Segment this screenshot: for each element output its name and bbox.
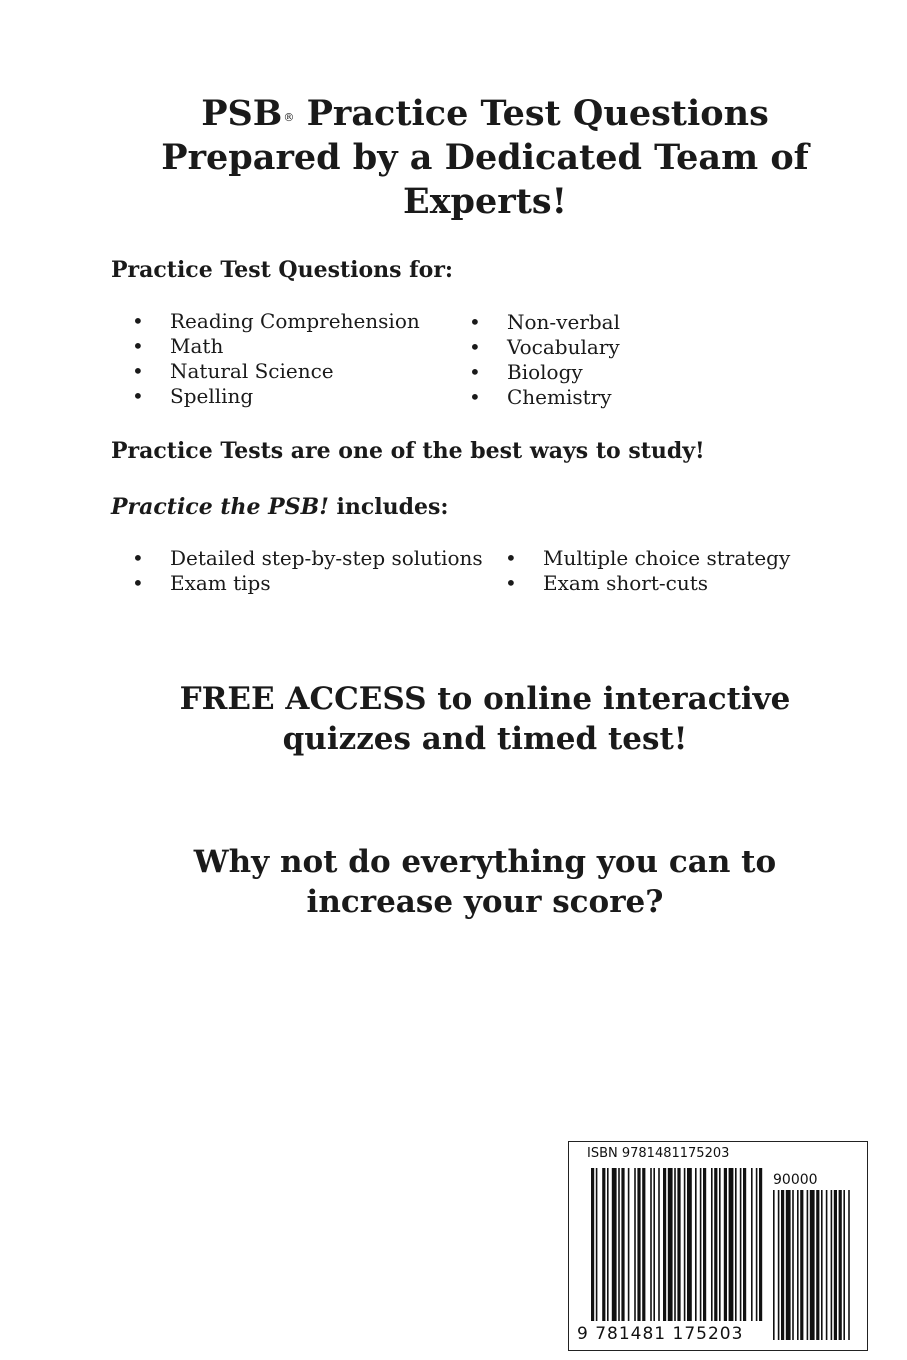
includes-heading: [111, 493, 449, 521]
title-line-2: Prepared by a Dedicated Team of: [161, 137, 809, 178]
barcode-bar: [778, 1190, 780, 1340]
list-item: [469, 335, 620, 360]
bullet-icon: •: [505, 571, 517, 595]
barcode-digits: 9 781481 175203: [577, 1324, 744, 1344]
barcode-bar: [612, 1168, 617, 1321]
barcode-bar: [653, 1168, 655, 1321]
bullet-icon: •: [132, 359, 144, 383]
bullet-icon: •: [469, 360, 481, 384]
list-item: [132, 359, 420, 384]
barcode-bar: [759, 1168, 762, 1321]
barcode-bar: [591, 1168, 594, 1321]
practice-for-left-list: [132, 309, 420, 409]
barcode-bar: [807, 1190, 809, 1340]
bullet-icon: •: [505, 546, 517, 570]
bullet-icon: •: [469, 310, 481, 334]
barcode-bar: [816, 1190, 819, 1340]
list-item-label: Biology: [507, 360, 583, 384]
barcode-bar: [843, 1190, 845, 1340]
list-item: [505, 546, 790, 571]
list-item: [132, 334, 420, 359]
barcode-icon: [569, 1142, 867, 1350]
barcode-bar: [800, 1190, 803, 1340]
barcode-bar: [792, 1190, 794, 1340]
barcode-bar: [684, 1168, 686, 1321]
barcode-bar: [700, 1168, 702, 1321]
includes-heading-rest: includes:: [328, 494, 449, 520]
list-item-label: Reading Comprehension: [170, 309, 420, 333]
brand-name: PSB: [201, 93, 283, 134]
barcode-bar: [714, 1168, 717, 1321]
list-item: [469, 360, 620, 385]
title-line-3: Experts!: [403, 181, 567, 222]
barcode-bar: [687, 1168, 692, 1321]
barcode-bar: [642, 1168, 645, 1321]
cover-title: [100, 92, 870, 224]
list-item-label: Spelling: [170, 384, 254, 408]
list-item: [505, 571, 790, 596]
barcode-bar: [781, 1190, 784, 1340]
barcode-bar: [618, 1168, 620, 1321]
list-item-label: Multiple choice strategy: [543, 546, 791, 570]
barcode-bar: [797, 1190, 799, 1340]
barcode-bar: [786, 1190, 791, 1340]
includes-right-list: [505, 546, 790, 596]
barcode-bar: [773, 1190, 775, 1340]
barcode-addon-number: 90000: [773, 1172, 818, 1188]
barcode-bar: [703, 1168, 706, 1321]
list-item-label: Math: [170, 334, 224, 358]
list-item: [469, 310, 620, 335]
barcode-bar: [628, 1168, 630, 1321]
why-not-line-2: increase your score?: [306, 884, 664, 920]
list-item-label: Detailed step-by-step solutions: [170, 546, 483, 570]
barcode-bar: [729, 1168, 734, 1321]
barcode-bar: [724, 1168, 727, 1321]
barcode-bar: [740, 1168, 742, 1321]
bullet-icon: •: [469, 385, 481, 409]
isbn-label: ISBN 9781481175203: [587, 1146, 730, 1161]
list-item-label: Non-verbal: [507, 310, 620, 334]
title-line-1: [100, 92, 870, 136]
barcode-bar: [607, 1168, 609, 1321]
barcode-bar: [677, 1168, 680, 1321]
bullet-icon: •: [132, 334, 144, 358]
barcode-bar: [719, 1168, 721, 1321]
barcode-bar: [621, 1168, 624, 1321]
barcode-bar: [596, 1168, 598, 1321]
list-item-label: Exam short-cuts: [543, 571, 709, 595]
barcode-bar: [756, 1168, 758, 1321]
barcode-bar: [695, 1168, 697, 1321]
barcode-bar: [834, 1190, 837, 1340]
list-item: [132, 309, 420, 334]
bullet-icon: •: [132, 546, 144, 570]
barcode-bar: [668, 1168, 673, 1321]
title-line-1-rest: Practice Test Questions: [294, 93, 769, 134]
barcode-bar: [637, 1168, 640, 1321]
barcode-bar: [735, 1168, 737, 1321]
list-item: [132, 546, 483, 571]
free-access-line-1: FREE ACCESS to online interactive: [179, 681, 791, 717]
registered-mark: ®: [283, 111, 295, 124]
barcode-bar: [743, 1168, 746, 1321]
list-item-label: Vocabulary: [507, 335, 620, 359]
bullet-icon: •: [132, 384, 144, 408]
bullet-icon: •: [132, 571, 144, 595]
best-ways-heading: Practice Tests are one of the best ways to study!: [111, 438, 705, 464]
barcode-bar: [674, 1168, 676, 1321]
barcode-bar: [751, 1168, 753, 1321]
barcode-bar: [711, 1168, 713, 1321]
list-item-label: Chemistry: [507, 385, 612, 409]
list-item-label: Natural Science: [170, 359, 334, 383]
barcode-bar: [810, 1190, 815, 1340]
barcode-bar: [658, 1168, 660, 1321]
practice-for-right-list: [469, 310, 620, 410]
why-not-line-1: Why not do everything you can to: [193, 844, 777, 880]
barcode-bar: [650, 1168, 652, 1321]
isbn-barcode: [568, 1141, 868, 1351]
free-access-line-2: quizzes and timed test!: [282, 721, 688, 757]
practice-for-heading: Practice Test Questions for:: [111, 257, 454, 283]
list-item-label: Exam tips: [170, 571, 271, 595]
bullet-icon: •: [469, 335, 481, 359]
barcode-bar: [831, 1190, 833, 1340]
list-item: [132, 384, 420, 409]
list-item: [132, 571, 483, 596]
free-access-callout: [100, 679, 870, 759]
barcode-bar: [663, 1168, 666, 1321]
barcode-bar: [826, 1190, 828, 1340]
barcode-bar: [602, 1168, 605, 1321]
list-item: [469, 385, 620, 410]
barcode-bar: [634, 1168, 636, 1321]
bullet-icon: •: [132, 309, 144, 333]
why-not-callout: [100, 842, 870, 922]
barcode-bar: [821, 1190, 823, 1340]
barcode-bar: [848, 1190, 850, 1340]
includes-heading-italic: Practice the PSB!: [111, 494, 329, 520]
includes-left-list: [132, 546, 483, 596]
barcode-bar: [839, 1190, 842, 1340]
